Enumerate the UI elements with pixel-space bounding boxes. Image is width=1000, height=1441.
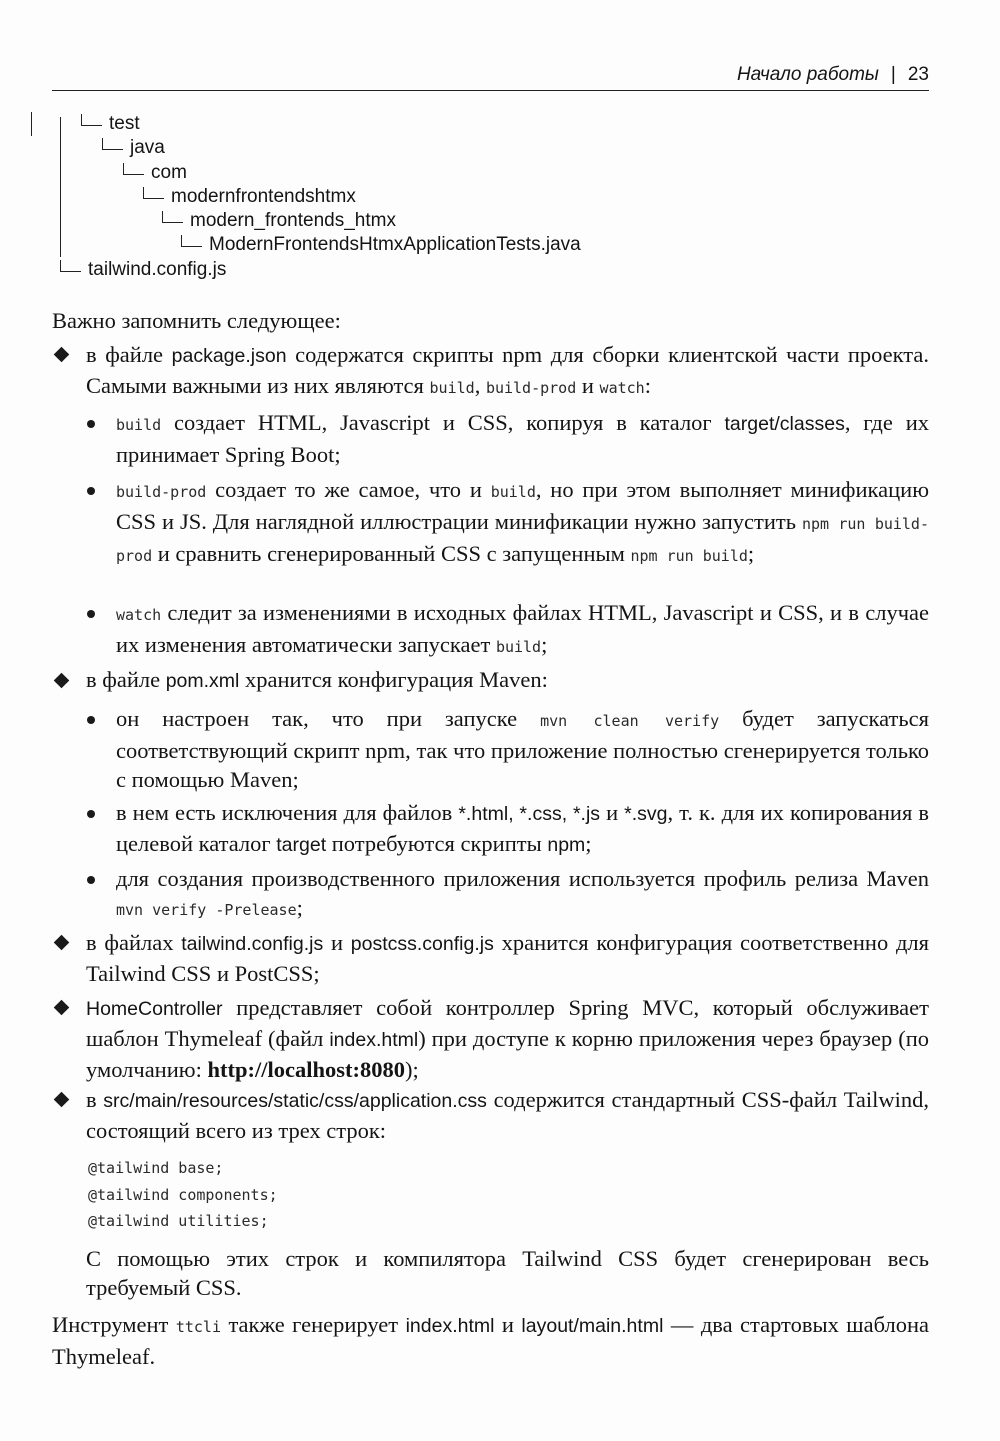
tree-connector <box>81 114 102 126</box>
header-separator: | <box>890 64 896 85</box>
section-title: Начало работы <box>736 64 879 85</box>
round-bullet-icon <box>87 716 95 724</box>
subbullet-watch: watch следит за изменениями в исходных файлах HTML, Javascript и CSS, и в случае их изменения автоматически запускает build; <box>116 600 929 657</box>
final-paragraph: Инструмент ttcli также генерирует index.html и layout/main.html — два стартовых шаблона Thymeleaf. <box>52 1312 929 1369</box>
directory-tree <box>52 112 581 282</box>
diamond-bullet-icon <box>54 1000 70 1016</box>
subbullet-exclusions: в нем есть исключения для файлов *.html, *.css, *.js и *.svg, т. к. для их копирования в целевой каталог target потребуются скрипты npm; <box>116 800 929 856</box>
tree-item: java <box>130 137 165 159</box>
after-code-text: С помощью этих строк и компилятора Tailwind CSS будет сгенерирован весь требуемый CSS. <box>86 1246 929 1300</box>
tree-item: test <box>109 113 140 134</box>
subbullet-release-profile: для создания производственного приложения используется профиль релиза Maven mvn verify -Prelease; <box>116 866 929 920</box>
tree-item: com <box>151 161 187 183</box>
tree-connector <box>162 211 183 223</box>
tree-item: ModernFrontendsHtmxApplicationTests.java <box>209 234 581 256</box>
tree-connector <box>181 235 202 247</box>
tree-connector <box>143 187 164 199</box>
tree-vertical-line <box>60 117 61 257</box>
intro-text: Важно запомнить следующее: <box>52 308 341 333</box>
tree-item: tailwind.config.js <box>88 258 227 280</box>
code-line: @tailwind utilities; <box>88 1212 269 1230</box>
diamond-bullet-icon <box>54 935 70 951</box>
diamond-bullet-icon <box>54 1092 70 1108</box>
round-bullet-icon <box>87 610 95 618</box>
code-block <box>88 1155 278 1235</box>
subbullet-build: build создает HTML, Javascript и CSS, копируя в каталог target/classes, где их принимает Spring Boot; <box>116 410 929 467</box>
tree-connector <box>60 260 81 272</box>
bullet-tailwind-config: в файлах tailwind.config.js и postcss.config.js хранится конфигурация соответственно для Tailwind CSS и PostCSS; <box>86 930 929 986</box>
bullet-home-controller: HomeController представляет собой контроллер Spring MVC, который обслуживает шаблон Thymeleaf (файл index.html) при доступе к корню приложения через браузер (по умолчанию: http://localhost:8080); <box>86 995 929 1082</box>
round-bullet-icon <box>87 810 95 818</box>
tree-connector <box>123 163 144 175</box>
bullet-package-json: в файле package.json содержатся скрипты npm для сборки клиентской части проекта. Самыми важными из них являются build, build-prod и watch: <box>86 342 930 398</box>
diamond-bullet-icon <box>54 673 70 689</box>
round-bullet-icon <box>87 487 95 495</box>
tree-item: modernfrontendshtmx <box>171 185 356 207</box>
subbullet-mvn-clean-verify: он настроен так, что при запуске mvn clean verify будет запускаться соответствующий скрипт npm, так что приложение полностью сгенерируется только с помощью Maven; <box>116 706 929 792</box>
page-header <box>52 62 929 91</box>
subbullet-build-prod: build-prod создает то же самое, что и build, но при этом выполняет минификацию CSS и JS. Для наглядной иллюстрации минификации нужно запустить npm run build-prod и сравнить сгенерированный CSS с запущенным npm run build; <box>116 477 929 566</box>
diamond-bullet-icon <box>54 347 70 363</box>
code-line: @tailwind base; <box>88 1159 224 1177</box>
tree-item: modern_frontends_htmx <box>190 210 396 232</box>
tree-connector <box>102 138 123 150</box>
page-number: 23 <box>907 64 929 85</box>
bullet-pom-xml: в файле pom.xml хранится конфигурация Maven: <box>86 667 548 692</box>
running-head <box>737 64 929 86</box>
round-bullet-icon <box>87 876 95 884</box>
round-bullet-icon <box>87 420 95 428</box>
code-line: @tailwind components; <box>88 1185 278 1204</box>
bullet-application-css: в src/main/resources/static/css/application.css содержится стандартный CSS-файл Tailwind, состоящий всего из трех строк: <box>86 1087 930 1143</box>
